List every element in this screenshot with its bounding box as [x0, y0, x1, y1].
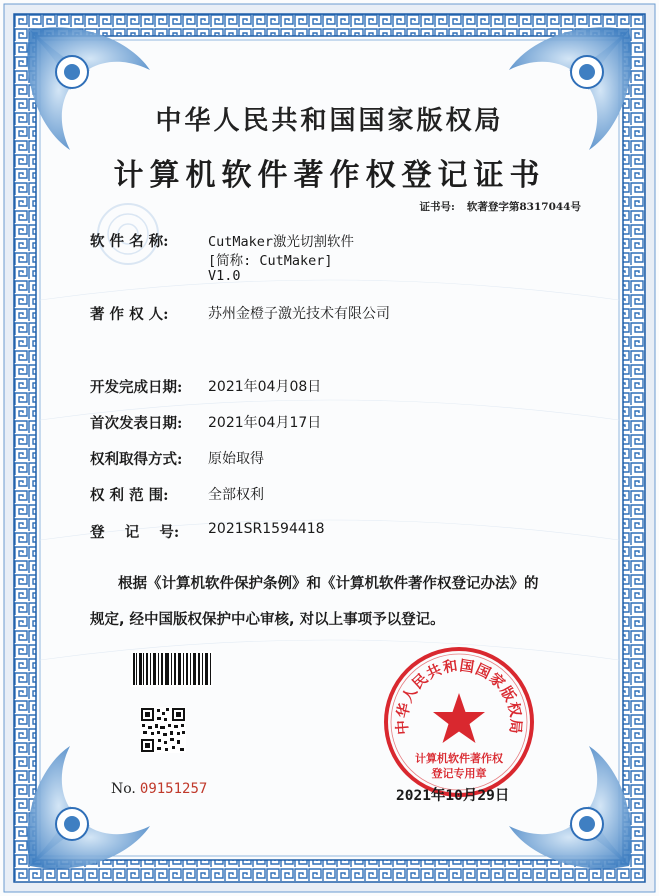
- field-dev-complete-date: [90, 376, 322, 397]
- field-label: 权 利 范 围:: [90, 487, 169, 504]
- field-value: 全部权利: [208, 487, 264, 503]
- official-seal: [382, 645, 536, 799]
- field-software-name: [90, 230, 355, 251]
- field-value: 原始取得: [208, 451, 264, 467]
- field-first-publish-date: [90, 412, 322, 433]
- seal-center-line-1: 计算机软件著作权: [415, 752, 503, 765]
- cert-no-label: 证书号:: [419, 201, 455, 213]
- field-value-version: V1.0: [208, 268, 241, 284]
- field-registration-number: [90, 521, 325, 542]
- barcode-icon: [131, 651, 213, 687]
- serial-value: 09151257: [139, 781, 208, 797]
- statement-line-1: 根据《计算机软件保护条例》和《计算机软件著作权登记办法》的: [118, 576, 539, 592]
- field-label: 著 作 权 人:: [90, 306, 169, 323]
- field-value-short-name: [简称: CutMaker]: [208, 253, 333, 269]
- field-value: 2021年04月17日: [208, 415, 322, 431]
- serial-label: No.: [111, 781, 136, 797]
- issue-date: 2021年10月29日: [396, 788, 510, 804]
- field-label: 开发完成日期:: [90, 379, 183, 396]
- field-label: 软 件 名 称:: [90, 233, 169, 250]
- certificate-title: 计算机软件著作权登记证书: [113, 158, 546, 193]
- seal-ring-text: 中华人民共和国国家版权局: [394, 658, 524, 736]
- field-value: 苏州金橙子激光技术有限公司: [208, 306, 390, 322]
- cert-no-value: 软著登字第8317044号: [466, 201, 581, 213]
- field-rights-scope: [90, 484, 264, 505]
- statement-line-2: 规定, 经中国版权保护中心审核, 对以上事项予以登记。: [90, 612, 445, 628]
- field-value: 2021年04月08日: [208, 379, 322, 395]
- authority-title: 中华人民共和国国家版权局: [155, 106, 504, 136]
- field-value: 2021SR1594418: [208, 521, 325, 537]
- field-label: 权利取得方式:: [90, 451, 183, 468]
- field-copyright-owner: [90, 303, 390, 324]
- serial-number: [111, 781, 207, 797]
- qr-code-icon: [140, 707, 186, 753]
- field-acquisition-method: [90, 448, 264, 469]
- field-value: CutMaker激光切割软件: [208, 234, 355, 250]
- field-label: 首次发表日期:: [90, 415, 183, 432]
- statement: [90, 566, 590, 638]
- seal-center-line-2: 登记专用章: [431, 767, 487, 780]
- certificate-number: [419, 199, 581, 214]
- field-label: 登 记 号:: [90, 524, 180, 541]
- star-icon: [433, 693, 485, 743]
